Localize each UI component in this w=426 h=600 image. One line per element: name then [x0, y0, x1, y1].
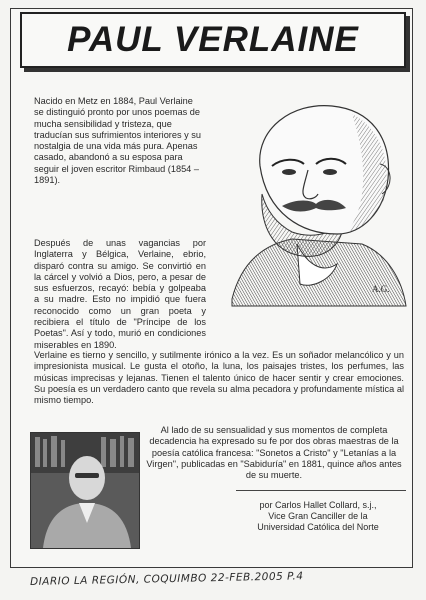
- handwritten-source-note: DIARIO LA REGIÓN, COQUIMBO 22-FEB.2005 P.4: [29, 570, 304, 588]
- paragraph-text: Verlaine es tierno y sencillo, y sutilmente irónico a la vez. Es un soñador melancólico y un impresionista musical. Le gusta el otoño, la luna, los paisajes tristes, los perfumes, las músicas imprecisas y lejanas. Tienen el talento único de hacer sentir y crear emociones. Su poesía es un verdadero canto que revela su alma pecadora y profundamente mística al mismo tiempo.: [34, 350, 404, 406]
- paragraph-faith: [140, 425, 408, 481]
- signature-name: por Carlos Hallet Collard, s.j.,: [259, 500, 377, 510]
- paragraph-text: Al lado de su sensualidad y sus momentos de completa decadencia ha expresado su fe por dos obras maestras de la poesía católica francesa: "Sonetos a Cristo" y "Letanías a la Virgen", publicadas en "Sabiduría" en 1881, quince años antes de su muerte.: [146, 425, 402, 481]
- signature-divider: [236, 490, 406, 491]
- signature-title: Vice Gran Canciller de la: [268, 511, 368, 521]
- title-box: [20, 12, 406, 68]
- paragraph-biography: [34, 96, 204, 186]
- paragraph-life: [34, 238, 206, 351]
- signature-institution: Universidad Católica del Norte: [257, 522, 379, 532]
- article-title: PAUL VERLAINE: [67, 20, 359, 59]
- author-signature: [238, 500, 398, 533]
- verlaine-portrait-illustration: [212, 94, 408, 308]
- paragraph-text: Después de unas vagancias por Inglaterra y Bélgica, Verlaine, ebrio, disparó contra su amigo. Se convirtió en la cárcel y volvió a Dios, pero, a pesar de sus esfuerzos, recayó: bebía y golpeaba a su madre. Esto no impidió que fuera reconocido como un gran poeta y recibiera el título de "Príncipe de los Poetas". Así y todo, murió en condiciones miserables en 1890.: [34, 238, 206, 350]
- paragraph-style: [34, 350, 404, 406]
- author-photo: [30, 432, 140, 549]
- portrait-initials: A.G.: [372, 284, 390, 294]
- paragraph-text: Nacido en Metz en 1884, Paul Verlaine se distinguió pronto por unos poemas de mucha sensibilidad y tristeza, que traducían sus sufrimientos interiores y su nostalgia de una vida más pura. Apenas casado, abandonó a su esposa para seguir el joven escritor Rimbaud (1854 – 1891).: [34, 96, 201, 186]
